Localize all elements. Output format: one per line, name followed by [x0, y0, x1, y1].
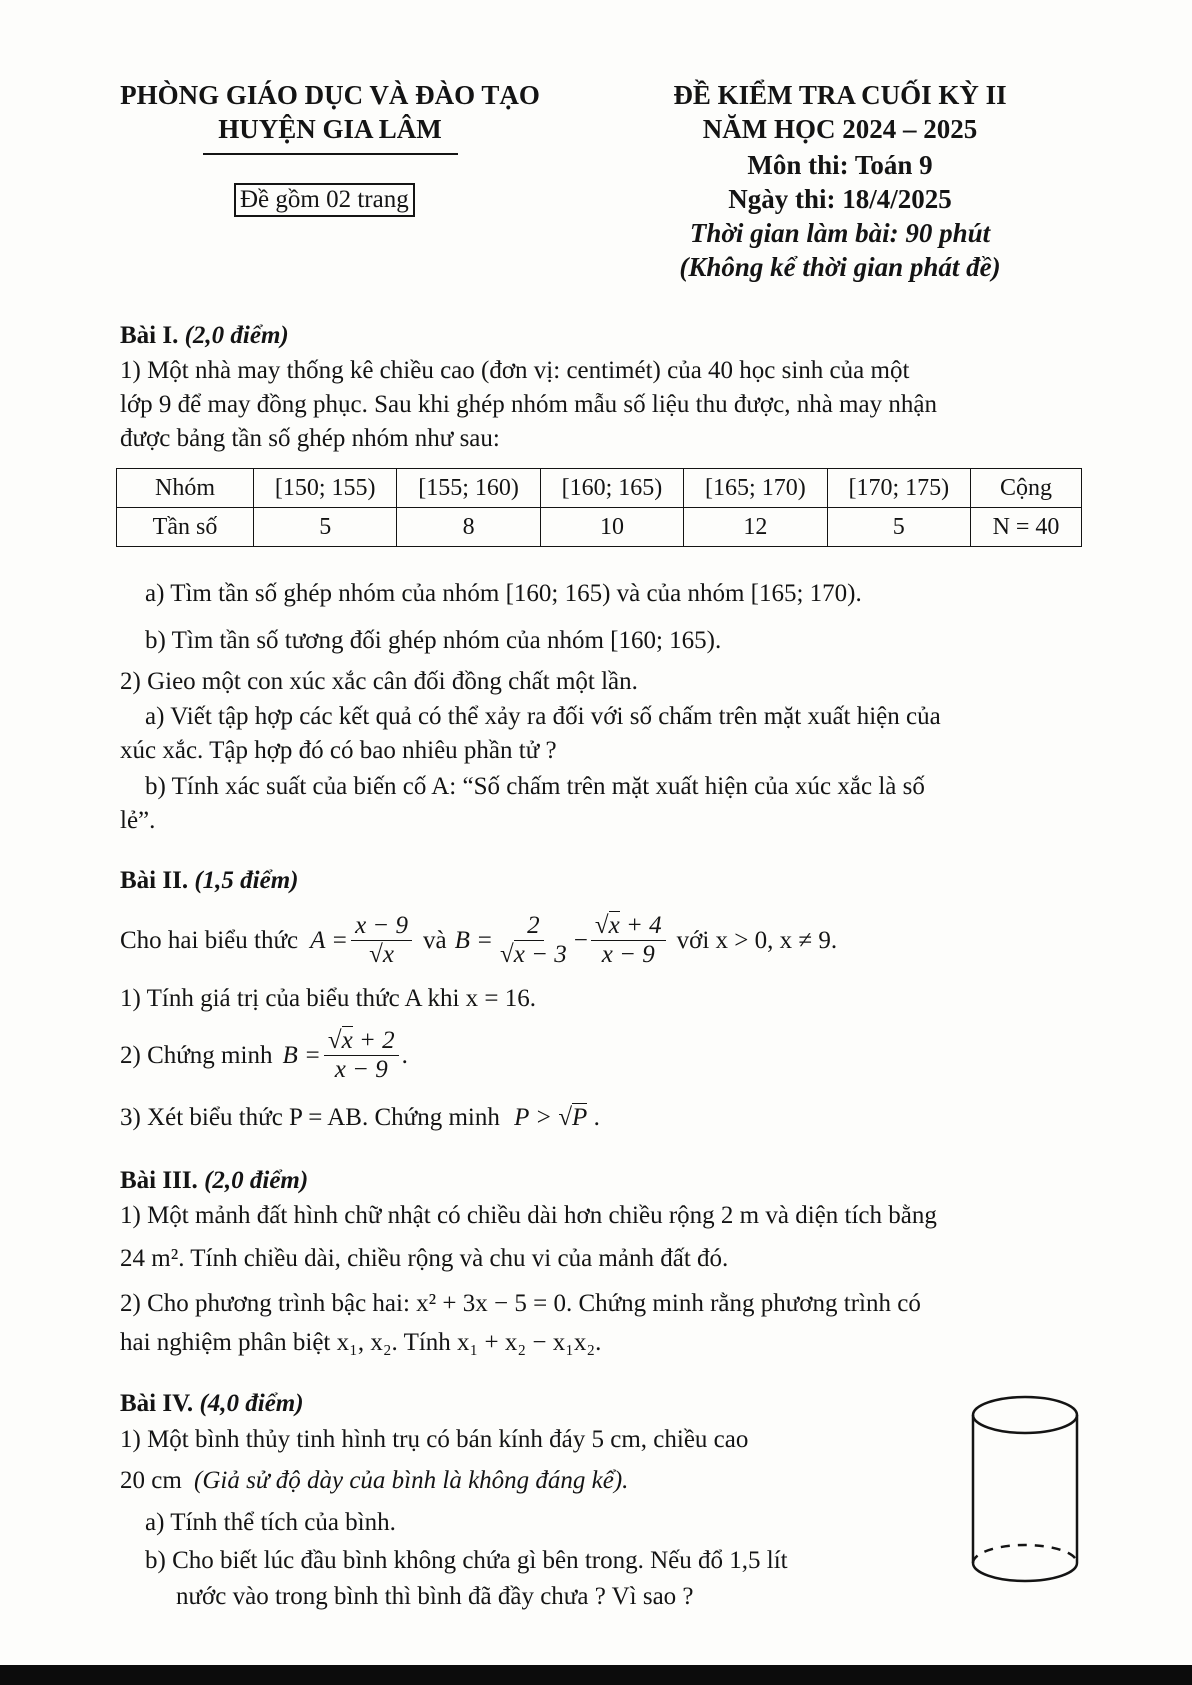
bai1-p2a-line1: a) Viết tập hợp các kết quả có thể xảy ra đối với số chấm trên mặt xuất hiện của — [145, 703, 941, 730]
scan-bottom-edge — [0, 1665, 1192, 1685]
bai3-p1-line2: 24 m². Tính chiều dài, chiều rộng và chu vi của mảnh đất đó. — [120, 1245, 729, 1272]
exam-duration: Thời gian làm bài: 90 phút — [689, 218, 991, 248]
bai1-p2b-line2: lẻ”. — [120, 807, 156, 834]
bai3-title: Bài III. — [120, 1167, 198, 1194]
bai3-heading — [120, 1167, 308, 1195]
bai4-p1-line1: 1) Một bình thủy tinh hình trụ có bán kính đáy 5 cm, chiều cao — [120, 1426, 749, 1453]
cylinder-top-ellipse — [973, 1397, 1077, 1433]
table-cell: 5 — [827, 508, 970, 547]
bai2-points: (1,5 điểm) — [194, 867, 299, 894]
bai2-q2: 2) Chứng minh B = $\frac{√x + 2}{x - 9}$ . — [120, 1027, 408, 1083]
exam-note: (Không kể thời gian phát đề) — [679, 252, 1001, 282]
department-name: PHÒNG GIÁO DỤC VÀ ĐÀO TẠO — [120, 80, 540, 110]
expr-b-fraction1 — [496, 912, 571, 969]
bai2-q3-radicand: P — [572, 1104, 588, 1131]
cylinder-figure — [965, 1385, 1085, 1605]
bai2-q3-text: 3) Xét biểu thức P = AB. Chứng minh — [120, 1104, 500, 1131]
minus-sign: − — [573, 927, 588, 954]
table-header-cell: [155; 160) — [397, 469, 540, 508]
bai2-heading — [120, 867, 298, 895]
bai3-p1-line1: 1) Một mảnh đất hình chữ nhật có chiều dài hơn chiều rộng 2 m và diện tích bằng — [120, 1202, 937, 1229]
cylinder-bottom-front — [973, 1563, 1077, 1581]
bai2-intro: Cho hai biểu thức — [120, 927, 299, 954]
expr-b-f2-denominator: x − 9 — [601, 940, 655, 968]
table-header-cell: [150; 155) — [254, 469, 397, 508]
table-cell: 12 — [684, 508, 827, 547]
bai3-p2-line2: hai nghiệm phân biệt x₁, x₂. Tính x₁ + x₂ − x₁x₂. — [120, 1329, 602, 1356]
bai2-q2-denominator: x − 9 — [334, 1055, 388, 1083]
expr-a-fraction — [351, 912, 412, 969]
cylinder-bottom-back-dashed — [973, 1545, 1077, 1563]
bai2-q2-text: 2) Chứng minh — [120, 1042, 273, 1069]
table-header-cell: [160; 165) — [540, 469, 683, 508]
bai2-q3: 3) Xét biểu thức P = AB. Chứng minh P > √P . — [120, 1104, 600, 1131]
frequency-table — [116, 468, 1082, 547]
bai1-p1-line1: 1) Một nhà may thống kê chiều cao (đơn vị: centimét) của 40 học sinh của một — [120, 357, 910, 384]
bai2-expressions — [120, 903, 837, 979]
table-cell: 10 — [540, 508, 683, 547]
expr-b-f1-denominator: √x − 3 — [500, 940, 567, 968]
expr-a-radicand: x — [382, 940, 394, 968]
bai1-qb: b) Tìm tần số tương đối ghép nhóm của nhóm [160; 165). — [145, 627, 722, 654]
bai2-q2-num-rest: + 2 — [352, 1027, 395, 1055]
expr-a-numerator: x − 9 — [351, 912, 412, 941]
word-and: và — [423, 927, 447, 954]
table-header-cell: [165; 170) — [684, 469, 827, 508]
bai4-points: (4,0 điểm) — [199, 1390, 304, 1417]
expr-a-denominator: √x — [369, 940, 394, 968]
bai4-height-value: 20 cm — [120, 1467, 182, 1494]
bai3-points: (2,0 điểm) — [204, 1167, 309, 1194]
bai2-q2-radicand: x — [341, 1027, 353, 1055]
expr-b-fraction2 — [591, 912, 666, 969]
table-cell: Tần số — [117, 508, 254, 547]
bai2-condition: với x > 0, x ≠ 9. — [676, 927, 838, 954]
expr-b-f1-radicand: x — [513, 940, 525, 968]
table-row — [117, 508, 1082, 547]
bai2-q2-lhs: B = — [282, 1042, 321, 1069]
table-row — [117, 469, 1082, 508]
expr-b-lhs: B = — [454, 927, 494, 954]
table-cell: 8 — [397, 508, 540, 547]
bai1-title: Bài I. — [120, 322, 179, 349]
bai1-points: (2,0 điểm) — [184, 322, 289, 349]
bai2-title: Bài II. — [120, 867, 189, 894]
header-underline — [203, 153, 458, 155]
bai1-heading — [120, 322, 289, 350]
expr-b-f1-numerator: 2 — [523, 912, 544, 941]
exam-title: ĐỀ KIỂM TRA CUỐI KỲ II — [673, 80, 1007, 110]
bai3-p2-line1: 2) Cho phương trình bậc hai: x² + 3x − 5 = 0. Chứng minh rằng phương trình có — [120, 1290, 921, 1317]
bai2-q2-numerator: √x + 2 — [324, 1027, 399, 1056]
table-header-cell: [170; 175) — [827, 469, 970, 508]
bai1-p2: 2) Gieo một con xúc xắc cân đối đồng chất một lần. — [120, 668, 638, 695]
bai4-title: Bài IV. — [120, 1390, 194, 1417]
exam-subject: Môn thi: Toán 9 — [747, 150, 933, 180]
expr-a-lhs: A = — [310, 927, 349, 954]
expr-b-f2-numerator: √x + 4 — [591, 912, 666, 941]
bai2-q1: 1) Tính giá trị của biểu thức A khi x = 16. — [120, 985, 537, 1012]
table-cell: 5 — [254, 508, 397, 547]
bai2-q3-lhs: P > — [514, 1104, 553, 1131]
bai1-qa: a) Tìm tần số ghép nhóm của nhóm [160; 165) và của nhóm [165; 170). — [145, 580, 862, 607]
bai1-p1-line2: lớp 9 để may đồng phục. Sau khi ghép nhóm mẫu số liệu thu được, nhà may nhận — [120, 391, 937, 418]
expr-b-f2-radicand: x — [608, 912, 620, 940]
bai2-q2-fraction — [324, 1027, 399, 1084]
bai1-p2a-line2: xúc xắc. Tập hợp đó có bao nhiêu phần tử ? — [120, 737, 557, 764]
bai1-p1-line3: được bảng tần số ghép nhóm như sau: — [120, 425, 500, 452]
bai4-qb-line1: b) Cho biết lúc đầu bình không chứa gì bên trong. Nếu đổ 1,5 lít — [145, 1547, 788, 1574]
bai4-qb-line2: nước vào trong bình thì bình đã đầy chưa ? Vì sao ? — [176, 1583, 694, 1610]
page-count-box: Đề gồm 02 trang — [234, 183, 415, 217]
bai4-thickness-note: (Giả sử độ dày của bình là không đáng kể). — [194, 1467, 629, 1494]
bai4-qa: a) Tính thể tích của bình. — [145, 1509, 396, 1536]
school-year: NĂM HỌC 2024 – 2025 — [702, 114, 978, 144]
table-header-cell: Nhóm — [117, 469, 254, 508]
table-header-cell: Cộng — [971, 469, 1082, 508]
table-cell: N = 40 — [971, 508, 1082, 547]
bai4-p1-line2 — [120, 1467, 628, 1495]
exam-date: Ngày thi: 18/4/2025 — [728, 184, 952, 214]
expr-b-f2-num-rest: + 4 — [619, 912, 662, 940]
district-name: HUYỆN GIA LÂM — [218, 114, 442, 144]
bai4-heading — [120, 1390, 304, 1418]
expr-b-f1-den-rest: − 3 — [524, 940, 567, 968]
bai1-p2b-line1: b) Tính xác suất của biến cố A: “Số chấm trên mặt xuất hiện của xúc xắc là số — [145, 773, 925, 800]
